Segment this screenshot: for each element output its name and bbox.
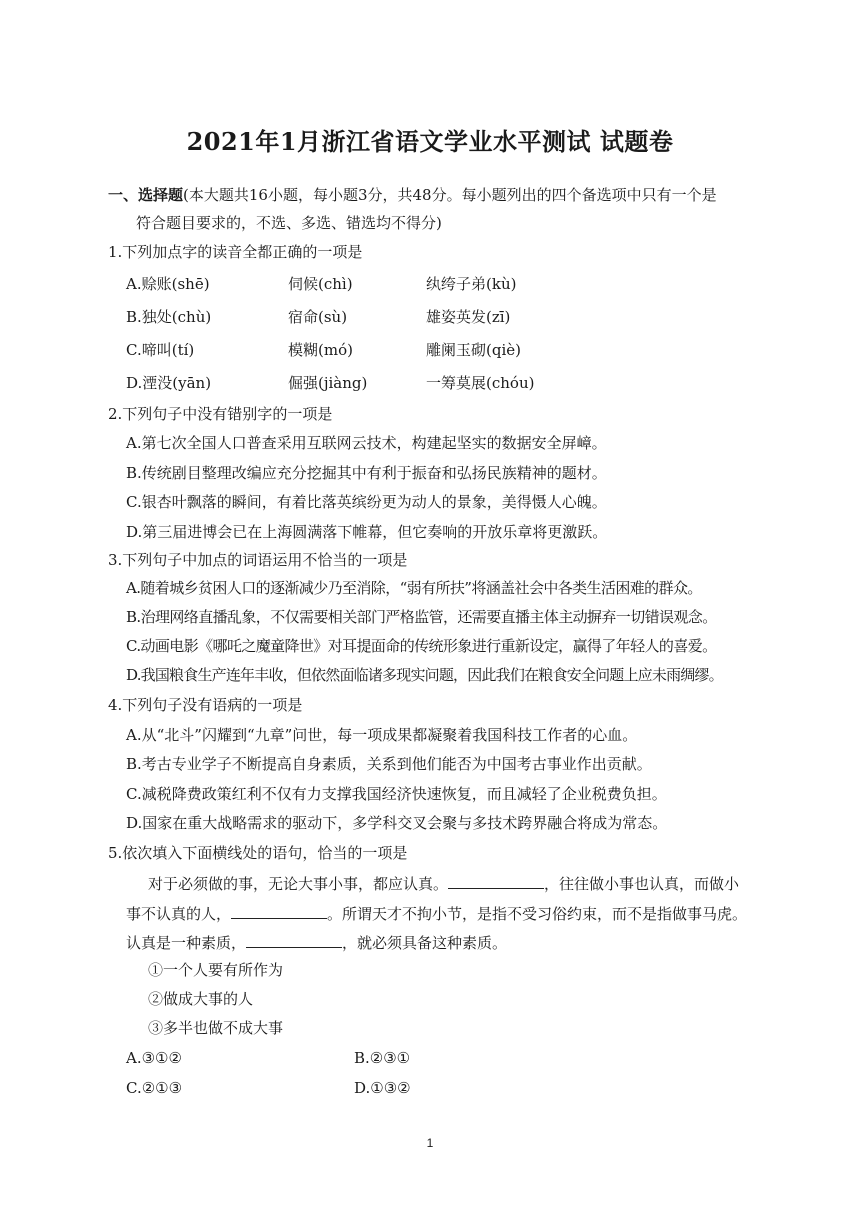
q3-option-c: C.动画电影《哪吒之魔童降世》对耳提面命的传统形象进行重新设定，赢得了年轻人的喜爱。 bbox=[126, 637, 717, 655]
section-head: 一、选择题 bbox=[108, 186, 184, 204]
q2-option-b: B.传统剧目整理改编应充分挖掘其中有利于振奋和弘扬民族精神的题材。 bbox=[126, 464, 607, 482]
q1-c-item2: 模糊(mó) bbox=[288, 341, 353, 359]
section-header bbox=[108, 184, 717, 206]
q5-item-2: ②做成大事的人 bbox=[148, 990, 254, 1008]
q5-text: ，往往做小事也认真，而做小 bbox=[544, 875, 740, 893]
page-number: 1 bbox=[426, 1136, 434, 1150]
q5-text: 事不认真的人， bbox=[126, 905, 232, 923]
q3-option-b: B.治理网络直播乱象，不仅需要相关部门严格监管，还需要直播主体主动摒弃一切错误观念。 bbox=[126, 608, 717, 626]
q1-d-item3: 一筹莫展(chóu) bbox=[426, 374, 535, 392]
section-note-2: 符合题目要求的，不选、多选、错选均不得分) bbox=[136, 214, 442, 232]
q1-option-a bbox=[126, 273, 210, 295]
q4-option-a: A.从“北斗”闪耀到“九章”问世，每一项成果都凝聚着我国科技工作者的心血。 bbox=[126, 726, 638, 744]
q5-text: 。所谓天才不拘小节，是指不受习俗约束，而不是指做事马虎。 bbox=[327, 905, 748, 923]
q5-text: 认真是一种素质， bbox=[126, 934, 247, 952]
fill-blank-3 bbox=[246, 931, 342, 948]
q5-text: 对于必须做的事，无论大事小事，都应认真。 bbox=[148, 875, 449, 893]
q5-passage-line-1 bbox=[148, 872, 739, 895]
q1-d-item1: 湮没(yān) bbox=[142, 374, 212, 392]
q5-text: ，就必须具备这种素质。 bbox=[342, 934, 508, 952]
q5-passage-line-3 bbox=[126, 931, 507, 954]
q5-choice-d: D.①③② bbox=[354, 1079, 411, 1097]
option-letter: D. bbox=[126, 374, 143, 392]
q5-item-3: ③多半也做不成大事 bbox=[148, 1019, 284, 1037]
fill-blank-2 bbox=[231, 902, 327, 919]
q1-option-d bbox=[126, 372, 211, 394]
fill-blank-1 bbox=[448, 872, 544, 889]
q3-option-d: D.我国粮食生产连年丰收，但依然面临诸多现实问题，因此我们在粮食安全问题上应未雨绸缪。 bbox=[126, 666, 723, 684]
q2-option-a: A.第七次全国人口普查采用互联网云技术，构建起坚实的数据安全屏嶂。 bbox=[126, 434, 607, 452]
q5-item-1: ①一个人要有所作为 bbox=[148, 961, 284, 979]
q4-option-b: B.考古专业学子不断提高自身素质，关系到他们能否为中国考古事业作出贡献。 bbox=[126, 755, 652, 773]
q1-option-b bbox=[126, 306, 211, 328]
q5-stem: 5.依次填入下面横线处的语句，恰当的一项是 bbox=[108, 844, 408, 862]
q1-option-c bbox=[126, 339, 194, 361]
q4-stem: 4.下列句子没有语病的一项是 bbox=[108, 696, 303, 714]
option-letter: C. bbox=[126, 341, 142, 359]
q1-a-item2: 伺候(chì) bbox=[288, 275, 353, 293]
option-letter: A. bbox=[126, 275, 142, 293]
q4-option-c: C.减税降费政策红利不仅有力支撑我国经济快速恢复，而且减轻了企业税费负担。 bbox=[126, 785, 667, 803]
q4-option-d: D.国家在重大战略需求的驱动下，多学科交叉会聚与多技术跨界融合将成为常态。 bbox=[126, 814, 668, 832]
section-note-1: (本大题共16小题，每小题3分，共48分。每小题列出的四个备选项中只有一个是 bbox=[183, 186, 717, 204]
q1-c-item3: 雕阑玉砌(qiè) bbox=[426, 341, 521, 359]
q1-c-item1: 啼叫(tí) bbox=[141, 341, 195, 359]
q1-a-item1: 赊账(shē) bbox=[141, 275, 210, 293]
q3-stem: 3.下列句子中加点的词语运用不恰当的一项是 bbox=[108, 551, 408, 569]
q2-option-d: D.第三届进博会已在上海圆满落下帷幕，但它奏响的开放乐章将更激跃。 bbox=[126, 523, 608, 541]
q5-choice-b: B.②③① bbox=[354, 1049, 411, 1067]
q2-option-c: C.银杏叶飘落的瞬间，有着比落英缤纷更为动人的景象，美得慑人心魄。 bbox=[126, 493, 607, 511]
page-title: 2021年1月浙江省语文学业水平测试 试题卷 bbox=[186, 127, 674, 156]
q1-b-item1: 独处(chù) bbox=[141, 308, 212, 326]
q1-d-item2: 倔强(jiàng) bbox=[288, 374, 368, 392]
q5-choice-a: A.③①② bbox=[126, 1049, 182, 1067]
q5-choice-c: C.②①③ bbox=[126, 1079, 183, 1097]
q1-b-item3: 雄姿英发(zī) bbox=[426, 308, 511, 326]
q1-a-item3: 纨绔子弟(kù) bbox=[426, 275, 517, 293]
q2-stem: 2.下列句子中没有错别字的一项是 bbox=[108, 405, 333, 423]
q3-option-a: A.随着城乡贫困人口的逐渐减少乃至消除，“弱有所扶”将涵盖社会中各类生活困难的群众。 bbox=[126, 579, 702, 597]
q1-stem: 1.下列加点字的读音全都正确的一项是 bbox=[108, 243, 363, 261]
q1-b-item2: 宿命(sù) bbox=[288, 308, 348, 326]
q5-passage-line-2 bbox=[126, 902, 747, 925]
option-letter: B. bbox=[126, 308, 142, 326]
